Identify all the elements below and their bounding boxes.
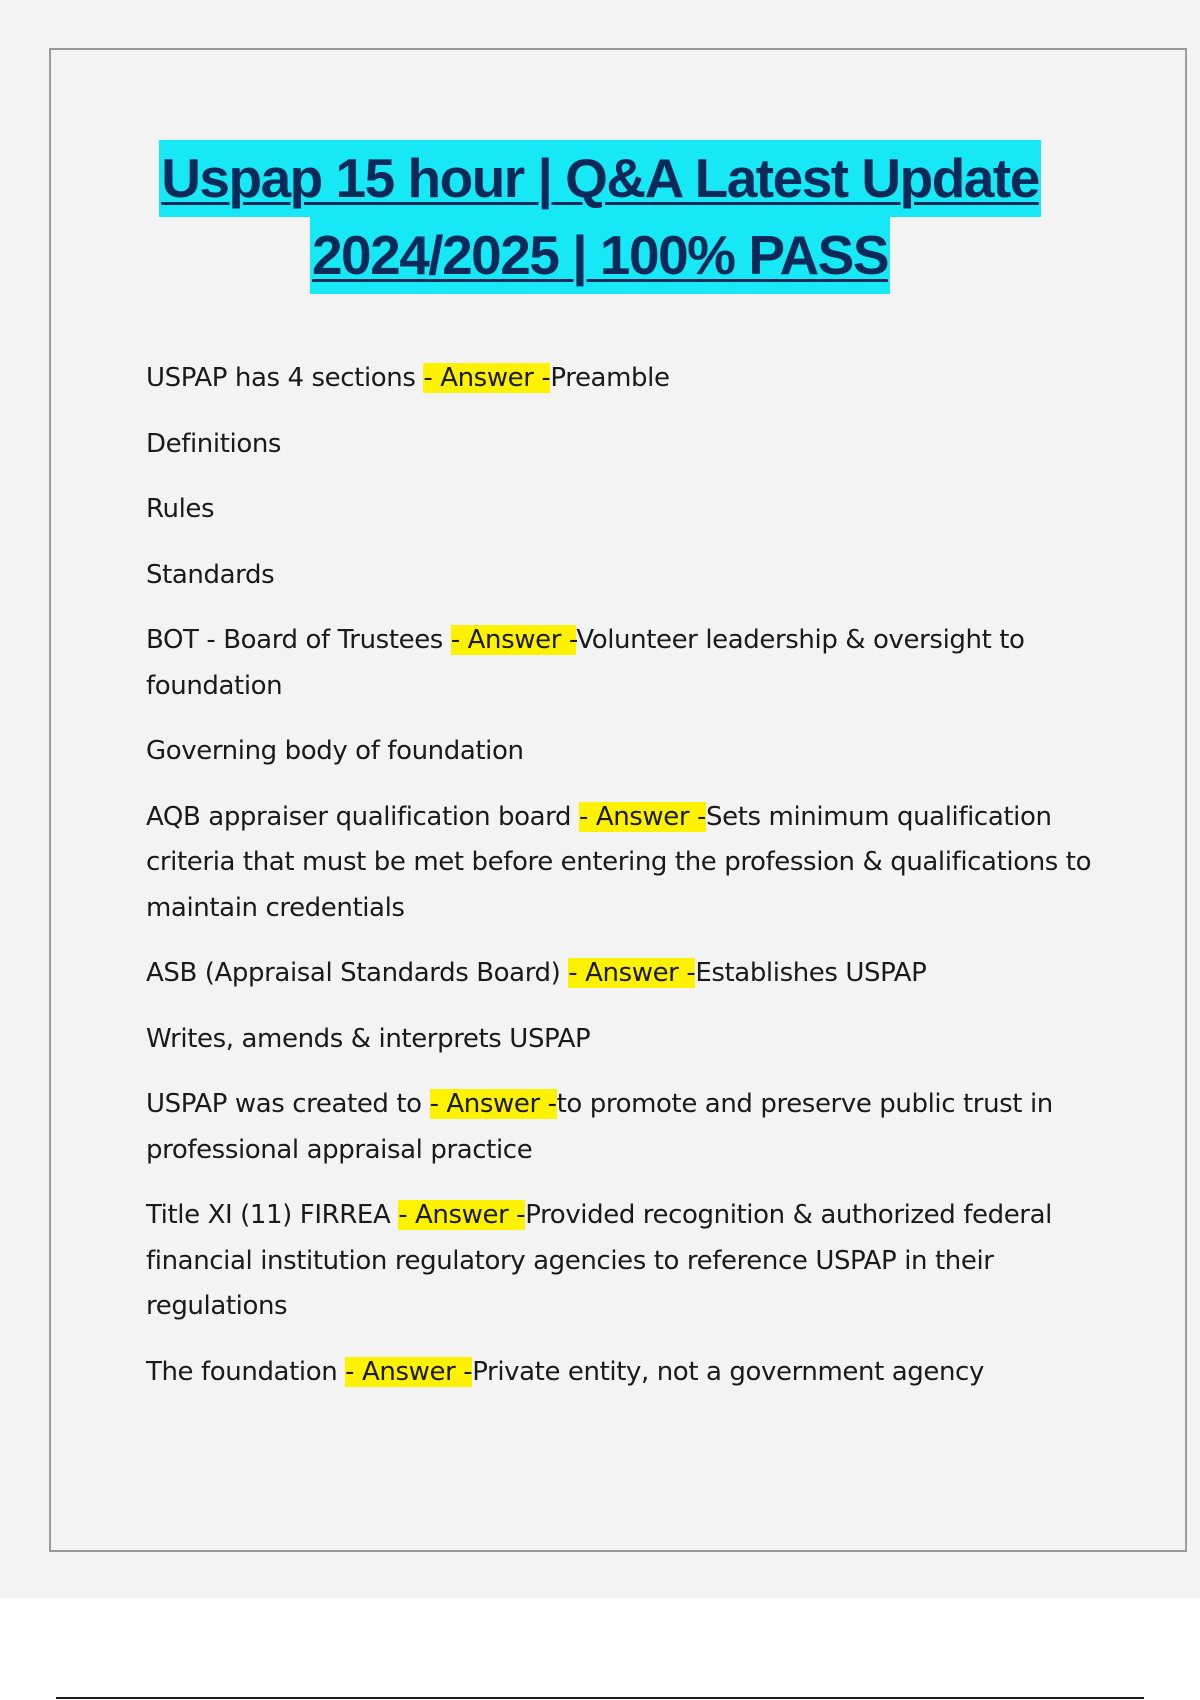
question-text: AQB appraiser qualification board — [146, 801, 579, 832]
qa-item — [146, 951, 1106, 997]
answer-text: Sets minimum qualification criteria that must be met before entering the profession & qualifications to maintain credentials — [146, 801, 1092, 923]
answer-text: Preamble — [550, 363, 670, 393]
question-text: USPAP was created to — [146, 1089, 430, 1119]
question-text: USPAP has 4 sections — [146, 363, 424, 393]
qa-item — [146, 1193, 1106, 1330]
document-title — [0, 140, 1200, 294]
answer-marker: - Answer - — [568, 958, 696, 988]
qa-item — [146, 618, 1106, 709]
qa-list — [146, 356, 1106, 1415]
answer-marker: - Answer - — [450, 625, 577, 655]
answer-text: to promote and preserve public trust in professional appraisal practice — [146, 1089, 1053, 1165]
answer-marker: - Answer - — [398, 1200, 526, 1230]
answer-continuation: Definitions — [146, 428, 282, 459]
qa-item — [146, 1082, 1106, 1173]
qa-item — [146, 356, 1106, 402]
question-text: Title XI (11) FIRREA — [146, 1200, 399, 1230]
title-line-1: Uspap 15 hour | Q&A Latest Update — [159, 140, 1041, 217]
answer-marker: - Answer - — [345, 1356, 473, 1387]
answer-text: Volunteer leadership & oversight to foundation — [146, 625, 1025, 701]
answer-marker: - Answer - — [429, 1089, 557, 1119]
qa-item — [146, 1350, 1106, 1396]
answer-text: Provided recognition & authorized federal financial institution regulatory agencies to reference USPAP in their regulations — [146, 1200, 1052, 1321]
question-text: ASB (Appraisal Standards Board) — [146, 958, 569, 988]
answer-continuation: Writes, amends & interprets USPAP — [146, 1023, 591, 1054]
answer-continuation: Rules — [146, 494, 215, 524]
answer-text: Private entity, not a government agency — [472, 1356, 984, 1387]
answer-continuation: Standards — [146, 559, 275, 590]
question-text: BOT - Board of Trustees — [146, 625, 451, 655]
answer-marker: - Answer - — [578, 801, 707, 832]
qa-item — [146, 795, 1106, 932]
footer-rule — [56, 1697, 1144, 1699]
answer-continuation: Governing body of foundation — [146, 736, 524, 766]
answer-marker: - Answer - — [423, 363, 551, 393]
answer-text: Establishes USPAP — [695, 958, 927, 988]
title-line-2: 2024/2025 | 100% PASS — [310, 217, 890, 294]
question-text: The foundation — [146, 1356, 346, 1387]
